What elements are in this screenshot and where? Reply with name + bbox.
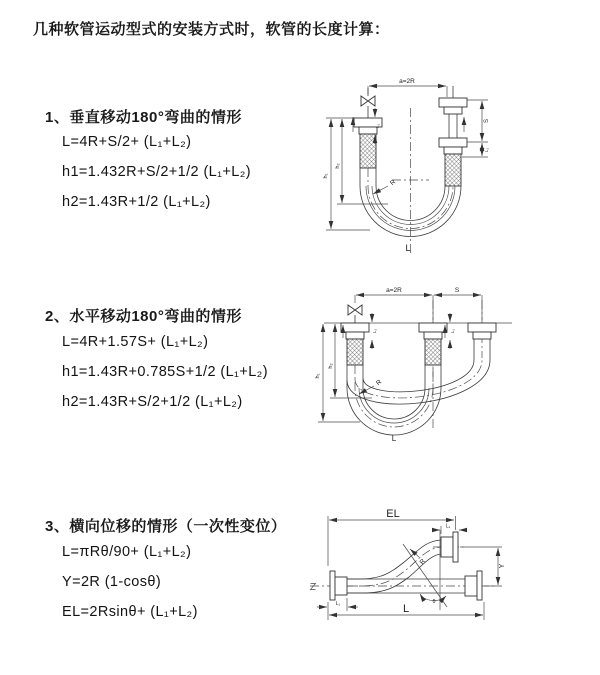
radius-label: R — [375, 378, 384, 388]
dim-label-h2: h₂ — [328, 363, 334, 369]
dim-label-h1: h₁ — [315, 373, 321, 379]
section-2-formula-length: L=4R+1.57S+ (L₁+L₂) — [62, 334, 209, 350]
phantom-flange-hub — [465, 576, 477, 596]
left-flange-hub — [335, 577, 347, 595]
hose-pos2-outer — [347, 360, 490, 404]
radius-leader — [373, 186, 388, 194]
section-2-formula-h2: h2=1.43R+S/2+1/2 (L₁+L₂) — [62, 394, 243, 410]
dim-label-l1-mid: L₁ — [450, 328, 455, 334]
section-3-formula-el: EL=2Rsinθ+ (L₁+L₂) — [62, 604, 198, 620]
hose-pos1-centerline — [355, 365, 433, 427]
section-1-formula-length: L=4R+S/2+ (L₁+L₂) — [62, 134, 192, 150]
right-lower-flange — [439, 138, 467, 147]
valve-icon — [361, 96, 375, 106]
left-flange — [341, 323, 369, 332]
hose-pos2-centerline — [355, 360, 482, 398]
dim-label-a2r: a=2R — [399, 78, 415, 85]
radius-label: R — [389, 178, 398, 188]
section-1-formula-h2: h2=1.43R+1/2 (L₁+L₂) — [62, 194, 211, 210]
middle-flange — [419, 323, 447, 332]
length-label: L — [391, 434, 397, 443]
left-flange-plate — [330, 571, 335, 600]
right-hose-braid — [445, 154, 461, 186]
hose-bottom-wall — [347, 554, 441, 593]
section-1-heading: 1、垂直移动180°弯曲的情形 — [45, 109, 242, 126]
dim-label-s: S — [454, 287, 460, 294]
right-flange — [468, 323, 496, 332]
right-upper-flange — [439, 98, 467, 107]
diagram-vertical-180-bend — [310, 70, 600, 260]
section-3-formula-y: Y=2R (1-cosθ) — [62, 574, 162, 590]
dim-label-l: L — [402, 603, 410, 615]
dim-label-el: EL — [386, 508, 400, 520]
section-3-heading: 3、横向位移的情形（一次性变位） — [45, 518, 287, 535]
section-1-formula-h1: h1=1.432R+S/2+1/2 (L₁+L₂) — [62, 164, 252, 180]
phantom-flange-plate — [477, 571, 482, 600]
left-hose-braid — [360, 134, 376, 168]
angle-label: θ — [432, 599, 436, 605]
length-label: L — [405, 243, 411, 253]
left-hose-braid — [347, 339, 363, 365]
break-mark — [311, 584, 316, 590]
dim-label-l1-left: L₁ — [375, 123, 380, 129]
page-title: 几种软管运动型式的安装方式时，软管的长度计算： — [33, 21, 390, 38]
hose-top-wall — [347, 540, 441, 579]
dim-label-y: Y — [499, 563, 506, 569]
dim-label-l1-top: L₁ — [445, 523, 451, 530]
radius-label: R — [418, 557, 428, 567]
hose-pos2-inner — [363, 360, 474, 392]
dim-label-s: S — [484, 118, 490, 124]
section-2-formula-h1: h1=1.43R+0.785S+1/2 (L₁+L₂) — [62, 364, 268, 380]
diagram-lateral-displacement — [300, 500, 600, 650]
dim-label-h1: h₁ — [323, 173, 329, 179]
section-2-heading: 2、水平移动180°弯曲的情形 — [45, 308, 242, 325]
dim-label-a2r: a=2R — [386, 287, 402, 294]
dim-label-h2: h₂ — [335, 163, 341, 169]
middle-hose-braid — [425, 339, 441, 365]
dim-label-l1-left: L₁ — [335, 601, 341, 607]
hose-curve-centerline — [347, 547, 441, 586]
right-flange-hub — [441, 537, 453, 557]
right-flange-plate — [453, 532, 458, 562]
valve-icon — [348, 305, 362, 315]
diagram-horizontal-180-bend — [310, 280, 600, 450]
section-3-formula-length: L=πRθ/90+ (L₁+L₂) — [62, 544, 192, 560]
dim-label-l1-left: L₁ — [372, 328, 377, 334]
dim-label-l1-right: L₁ — [484, 147, 489, 153]
